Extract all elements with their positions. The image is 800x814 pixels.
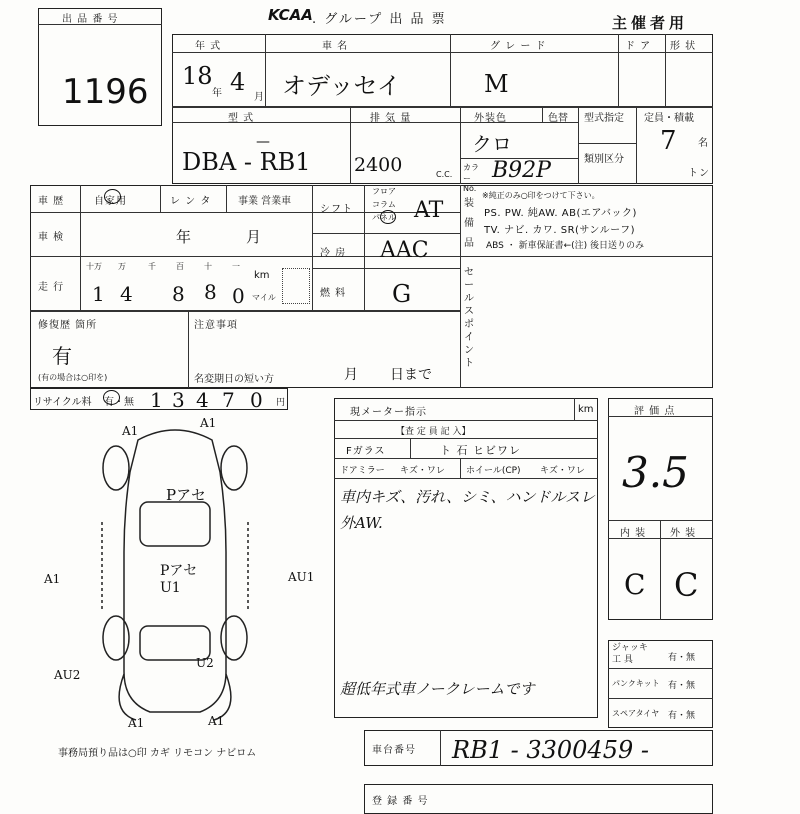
mileage-unit: 十万: [86, 262, 102, 271]
grade-value: M: [484, 70, 509, 98]
mileage-mile: マイル: [252, 293, 276, 302]
inspector-label: 【査 定 員 記 入】: [396, 427, 471, 437]
diagram-mark: A1: [44, 572, 61, 586]
mileage-unit: 百: [176, 262, 184, 271]
door-label: ド ア: [625, 41, 652, 52]
recycle-digit: 1: [150, 388, 163, 412]
glass-label: Fガラス: [346, 446, 386, 457]
mileage-unit: 一: [232, 262, 240, 271]
listing-number: 1196: [62, 72, 149, 112]
month-unit: 月: [254, 92, 265, 103]
color-no-label: カラー No.: [463, 163, 479, 193]
equipment-side-2: 備: [464, 218, 475, 229]
recycle-label: リサイクル料: [33, 397, 92, 408]
meter-label: 現メーター指示: [350, 407, 427, 418]
interior-grade: C: [624, 568, 646, 601]
mileage-unit: 万: [118, 262, 126, 271]
month-value: 4: [230, 68, 246, 96]
diagram-mark: A1: [128, 716, 145, 730]
capacity-label: 定員・積載: [644, 113, 694, 124]
diagram-mark: AU2: [54, 668, 81, 682]
capacity-unit: 名: [698, 138, 709, 149]
equipment-note: ※純正のみ○印をつけて下さい。: [482, 191, 600, 200]
shift-value: AT: [414, 198, 444, 223]
inspection-month-unit: 月: [246, 228, 262, 246]
sales-point-label: セールスポイント: [464, 267, 474, 369]
mirror-options: キズ・ワレ: [400, 466, 445, 476]
shift-option-panel: パネル: [372, 213, 396, 222]
rating-score: 3.5: [622, 448, 689, 497]
model-label: 型 式: [228, 113, 255, 124]
year-label: 年 式: [195, 41, 222, 52]
ac-value: AAC: [380, 238, 429, 263]
history-selected-mark: [104, 189, 121, 204]
diagram-mark: Pアセ: [166, 486, 206, 504]
mileage-digit: 1: [92, 282, 105, 306]
exterior-grade: C: [674, 566, 699, 604]
equipment-line-3: ABS ・ 新車保証書←(注) 後日送りのみ: [486, 241, 645, 251]
listing-number-label: 出 品 番 号: [62, 14, 119, 25]
history-option-rental: レ ン タ: [170, 196, 212, 207]
recycle-digit: 3: [172, 388, 185, 412]
mileage-label: 走 行: [38, 282, 65, 293]
mirror-label: ドアミラー: [340, 466, 385, 476]
equipment-side-3: 品: [464, 238, 475, 249]
wheel-options: キズ・ワレ: [540, 466, 585, 476]
body-label: 形 状: [670, 41, 697, 52]
grade-label: グ レ ー ド: [490, 41, 547, 52]
inspection-notes-line-3: 超低年式車ノークレームです: [340, 680, 535, 698]
recycle-yen: 円: [276, 398, 286, 408]
diagram-mark: A1: [208, 714, 225, 728]
shift-label: シフト: [320, 204, 353, 215]
name-label: 車 名: [322, 41, 349, 52]
wheel-label: ホイール(CP): [466, 466, 521, 476]
mileage-unit: 十: [204, 262, 212, 271]
deadline-day: 日まで: [390, 367, 432, 383]
repair-label: 修復歴 箇所: [38, 320, 98, 331]
puncture-label: パンクキット: [612, 679, 660, 688]
ac-label: 冷 房: [320, 248, 347, 259]
mileage-digit: 8: [204, 280, 217, 304]
diagram-mark: PアセU1: [160, 563, 198, 596]
diagram-mark: AU1: [288, 570, 315, 584]
diagram-mark: A1: [200, 416, 217, 430]
fuel-label: 燃 料: [320, 288, 347, 299]
exterior-color-label: 外装色: [474, 113, 507, 124]
inspection-year-unit: 年: [176, 228, 192, 246]
recycle-digit: 4: [196, 388, 209, 412]
mileage-unit: 千: [148, 262, 156, 271]
shift-option-column: コラム: [372, 200, 396, 209]
shift-selected-mark: [380, 210, 396, 224]
diagram-mark: A1: [122, 424, 139, 438]
ton-unit: トン: [688, 168, 710, 179]
recycle-selected-mark: [103, 390, 120, 405]
color-no-value: B92P: [492, 158, 551, 183]
displacement-value: 2400: [354, 154, 403, 176]
recycle-digit: 0: [250, 388, 263, 412]
cc-unit: C.C.: [436, 170, 453, 179]
chassis-number: RB1 - 3300459 -: [452, 736, 649, 764]
repair-value: 有: [52, 344, 72, 368]
diagram-footer: 事務局預り品は○印 カギ リモコン ナビロム: [58, 748, 257, 759]
class-label: 類別区分: [584, 154, 624, 165]
model-value: DBA - RB1: [182, 148, 311, 176]
puncture-value: 有・無: [668, 681, 696, 691]
mileage-dotted-box: [282, 268, 310, 304]
organizer-label: 主催者用: [612, 14, 689, 32]
mileage-digit: 0: [232, 284, 245, 308]
displacement-label: 排 気 量: [370, 113, 412, 124]
repair-note: (有の場合は○印を): [38, 373, 108, 382]
year-value: 18: [182, 62, 213, 90]
caution-label: 注意事項: [194, 320, 238, 331]
color-value: クロ: [472, 132, 512, 156]
recycle-options: 有・無: [104, 397, 134, 408]
history-option-business: 事業 営業車: [238, 196, 292, 207]
brand-logo: KCAA: [268, 6, 313, 24]
short-deadline-label: 名変期日の短い方: [194, 374, 274, 385]
model-dash: —: [256, 134, 270, 150]
registration-label: 登 録 番 号: [372, 796, 429, 807]
equipment-side-1: 装: [464, 198, 475, 209]
equipment-line-1: PS. PW. 純AW. AB(エアバック): [484, 208, 637, 219]
fuel-value: G: [392, 280, 412, 308]
color-change-label: 色替: [548, 113, 568, 124]
form-title: . グループ 出 品 票: [312, 12, 447, 27]
interior-label: 内 装: [620, 528, 647, 539]
jack-value: 有・無: [668, 653, 696, 663]
inspection-notes-line-1: 車内キズ、汚れ、シミ、ハンドルスレ: [340, 488, 596, 506]
diagram-mark: U2: [196, 656, 214, 670]
shift-option-floor: フロア: [372, 187, 396, 196]
exterior-label: 外 装: [670, 528, 697, 539]
deadline-month: 月: [344, 367, 358, 383]
car-name: オデッセイ: [282, 72, 401, 100]
mileage-digit: 8: [172, 282, 185, 306]
inspection-label: 車 検: [38, 232, 65, 243]
year-unit: 年: [212, 88, 223, 99]
meter-km: km: [578, 404, 594, 415]
recycle-digit: 7: [222, 388, 235, 412]
rating-label: 評 価 点: [634, 406, 676, 417]
capacity-value: 7: [660, 126, 677, 156]
type-designation-label: 型式指定: [584, 113, 624, 124]
spare-value: 有・無: [668, 711, 696, 721]
history-option-private: 自家用: [94, 196, 127, 207]
equipment-line-2: TV. ナビ. カワ. SR(サンルーフ): [484, 225, 636, 236]
glass-options: ト 石 ヒビワレ: [440, 444, 521, 457]
mileage-digit: 4: [120, 282, 133, 306]
history-label: 車 歴: [38, 196, 65, 207]
jack-label: ジャッキ 工 具: [612, 643, 648, 665]
inspection-notes-line-2: 外AW.: [340, 514, 383, 532]
mileage-km: km: [254, 270, 270, 281]
chassis-label: 車台番号: [372, 745, 416, 756]
spare-label: スペアタイヤ: [612, 709, 660, 718]
